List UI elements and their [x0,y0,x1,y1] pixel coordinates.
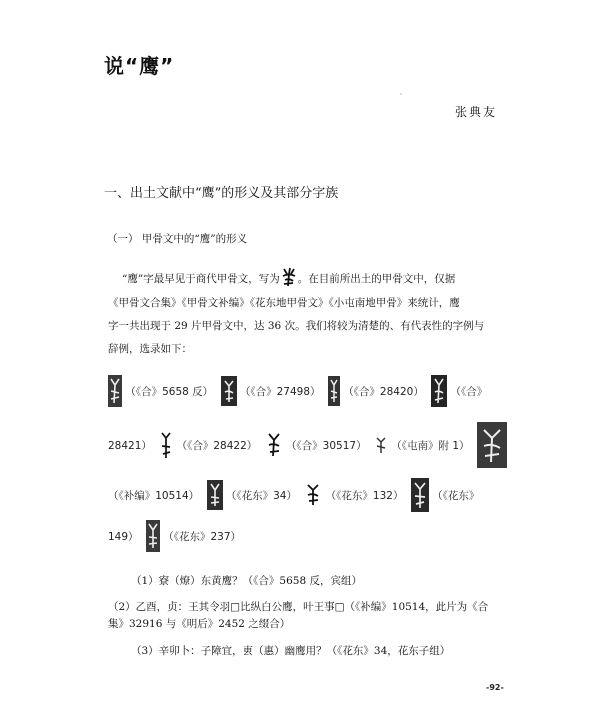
paragraph-line-1 [108,266,496,291]
paragraph-text: 。在目前所出土的甲骨文中，仅据 [297,273,456,285]
glyph-ref-item [108,488,199,503]
glyph-ref-item [108,438,152,453]
oracle-rubbing-icon [477,422,507,468]
glyph-ref-row-1 [108,375,500,407]
glyph-ref-row-4 [108,520,500,552]
paragraph-line-2: 《甲骨文合集》《甲骨文补编》《花东地甲骨文》《小屯南地甲骨》来统计，鹰 [108,297,460,309]
paragraph-text: “鹰”字最早见于商代甲骨文，写为 [122,273,280,285]
glyph-ref-label: 149） [108,530,139,543]
glyph-ref-item [108,529,139,544]
glyph-ref-item [146,520,241,552]
oracle-rubbing-icon [207,480,223,510]
example-3: （3）辛卯卜：子障宜，叀（惠）幽鹰用？（《花东》34，花东子组） [131,645,451,657]
page-title: 说“鹰” [104,54,175,78]
glyph-ref-label: （《合》 [450,385,488,398]
subsection-heading: （一） 甲骨文中的“鹰”的形义 [107,233,248,245]
example-2: （2）乙酉，贞：王其令羽□比纵白公鹰，叶王事□（《补编》10514，此片为《合集》32916 与《明后》2452 之缀合） [108,601,489,630]
glyph-ref-label: （《花东》237） [163,530,242,543]
glyph-ref-label: 28421） [108,439,152,452]
glyph-ref-label: （《合》28422） [176,439,258,452]
oracle-rubbing-icon [411,478,429,512]
glyph-ref-label: （《屯南》附 1） [391,439,470,452]
glyph-ref-label: （《合》30517） [285,439,367,452]
glyph-ref-label: （《花东》132） [325,489,404,502]
glyph-ref-item [304,481,403,509]
glyph-ref-item [265,430,367,460]
oracle-rubbing-icon [328,376,340,406]
glyph-ref-label: （《花东》34） [225,489,297,502]
glyph-ref-row-3 [108,478,500,512]
paragraph-line-4: 辞例，选录如下： [108,343,192,355]
oracle-rubbing-icon [146,520,160,552]
glyph-ref-item [411,478,480,512]
oracle-rubbing-icon [159,428,173,462]
oracle-glyph-ying-icon [280,266,298,288]
scan-speck [400,93,402,95]
glyph-ref-item [221,376,321,406]
glyph-ref-item [108,375,213,407]
glyph-ref-label: （《花东》 [432,489,480,502]
section-heading: 一、出土文献中“鹰”的形义及其部分字族 [104,186,339,201]
glyph-ref-item [374,434,470,456]
glyph-ref-label: （《合》5658 反） [125,385,214,398]
oracle-rubbing-icon [108,375,122,407]
glyph-ref-label: （《合》27498） [239,385,321,398]
paragraph-line-3: 字一共出现于 29 片甲骨文中，达 36 次。我们将较为清楚的、有代表性的字例与 [108,320,485,332]
oracle-rubbing-icon [221,376,237,406]
glyph-ref-item [477,422,507,468]
oracle-rubbing-icon [304,481,322,509]
glyph-ref-label: （《补编》10514） [108,489,200,502]
author-name: 张典友 [455,105,498,119]
glyph-ref-item [207,480,297,510]
glyph-ref-row-2 [108,422,500,468]
glyph-ref-label: （《合》28420） [343,385,424,398]
glyph-ref-item [159,428,257,462]
glyph-ref-item [328,376,424,406]
page-number: -92- [486,683,504,692]
glyph-ref-item [431,375,487,407]
oracle-rubbing-icon [265,430,283,460]
example-1: （1）寮（燎）东黄鹰？（《合》5658 反，宾组） [131,575,362,587]
oracle-rubbing-icon [374,434,388,456]
oracle-rubbing-icon [431,375,447,407]
